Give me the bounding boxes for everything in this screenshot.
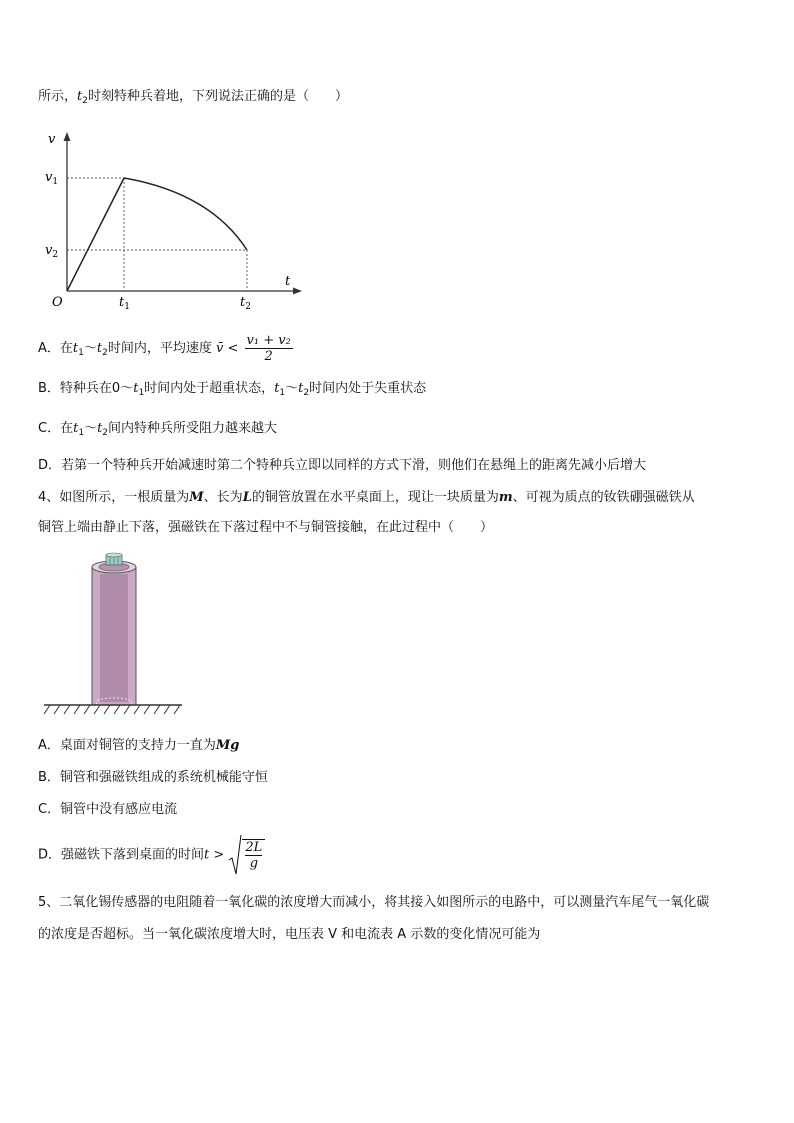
q4-option-c: C．铜管中没有感应电流 (38, 802, 178, 817)
q3-option-d: D．若第一个特种兵开始减速时第二个特种兵立即以同样的方式下滑，则他们在悬绳上的距离先减小后增大 (38, 458, 647, 473)
q4-option-d: D．强磁铁下落到桌面的时间t > $\frac{2L}{g}$ (38, 833, 265, 878)
q4-stem-line2: 铜管上端由静止下落，强磁铁在下落过程中不与铜管接触，在此过程中（ ） (38, 520, 494, 535)
q4-option-a: A．桌面对铜管的支持力一直为Mg (38, 738, 240, 753)
sqrt-sign (228, 834, 242, 876)
tube-inner-shade (100, 574, 128, 702)
graph-label-v1: $v_1$ (45, 170, 59, 187)
q4-option-b: B．铜管和强磁铁组成的系统机械能守恒 (38, 770, 268, 785)
graph-label-v2: $v_2$ (45, 243, 59, 260)
graph-decel-curve (124, 178, 247, 250)
velocity-time-graph (40, 128, 310, 318)
graph-label-t: t (285, 274, 291, 289)
graph-label-v: v (48, 132, 56, 147)
q5-stem-line2: 的浓度是否超标。当一氧化碳浓度增大时，电压表 V 和电流表 A 示数的变化情况可能为 (38, 927, 541, 942)
q5-stem-line1: 5、二氧化锡传感器的电阻随着一氧化碳的浓度增大而减小，将其接入如图所示的电路中，可以测量汽车尾气一氧化碳 (38, 895, 710, 910)
sqrt-expression: $\frac{2L}{g}$ (228, 833, 265, 877)
graph-accel-segment (67, 178, 124, 291)
graph-label-t2: $t_2$ (240, 295, 251, 312)
q3-option-a-fraction: $\frac{\text{v₁ + v₂}}{2}$ (246, 333, 291, 364)
graph-label-t1: $t_1$ (119, 295, 130, 312)
q3-option-c: C．在$t_1\sim t_2$间内特种兵所受阻力越来越大 (38, 421, 278, 438)
graph-x-arrow (293, 288, 302, 295)
q3-option-b: B．特种兵在$0\sim t_1$时间内处于超重状态，$t_1\sim t_2$时间内处于失重状态 (38, 381, 427, 398)
q4-stem-line1: 4、如图所示，一根质量为M、长为L的铜管放置在水平桌面上，现让一块质量为m、可视为质点的钕铁硼强磁铁从 (38, 490, 695, 505)
copper-tube-figure (40, 552, 190, 717)
q3-option-a: A．在$t_1\sim t_2$时间内，平均速度 v̄ < $\frac{\text{v₁ + v₂}}{2}$ (38, 333, 291, 364)
graph-label-origin: O (52, 295, 63, 310)
q3-stem: 所示，$t_2$时刻特种兵着地，下列说法正确的是（ ） (38, 89, 348, 106)
graph-y-arrow (64, 132, 71, 141)
